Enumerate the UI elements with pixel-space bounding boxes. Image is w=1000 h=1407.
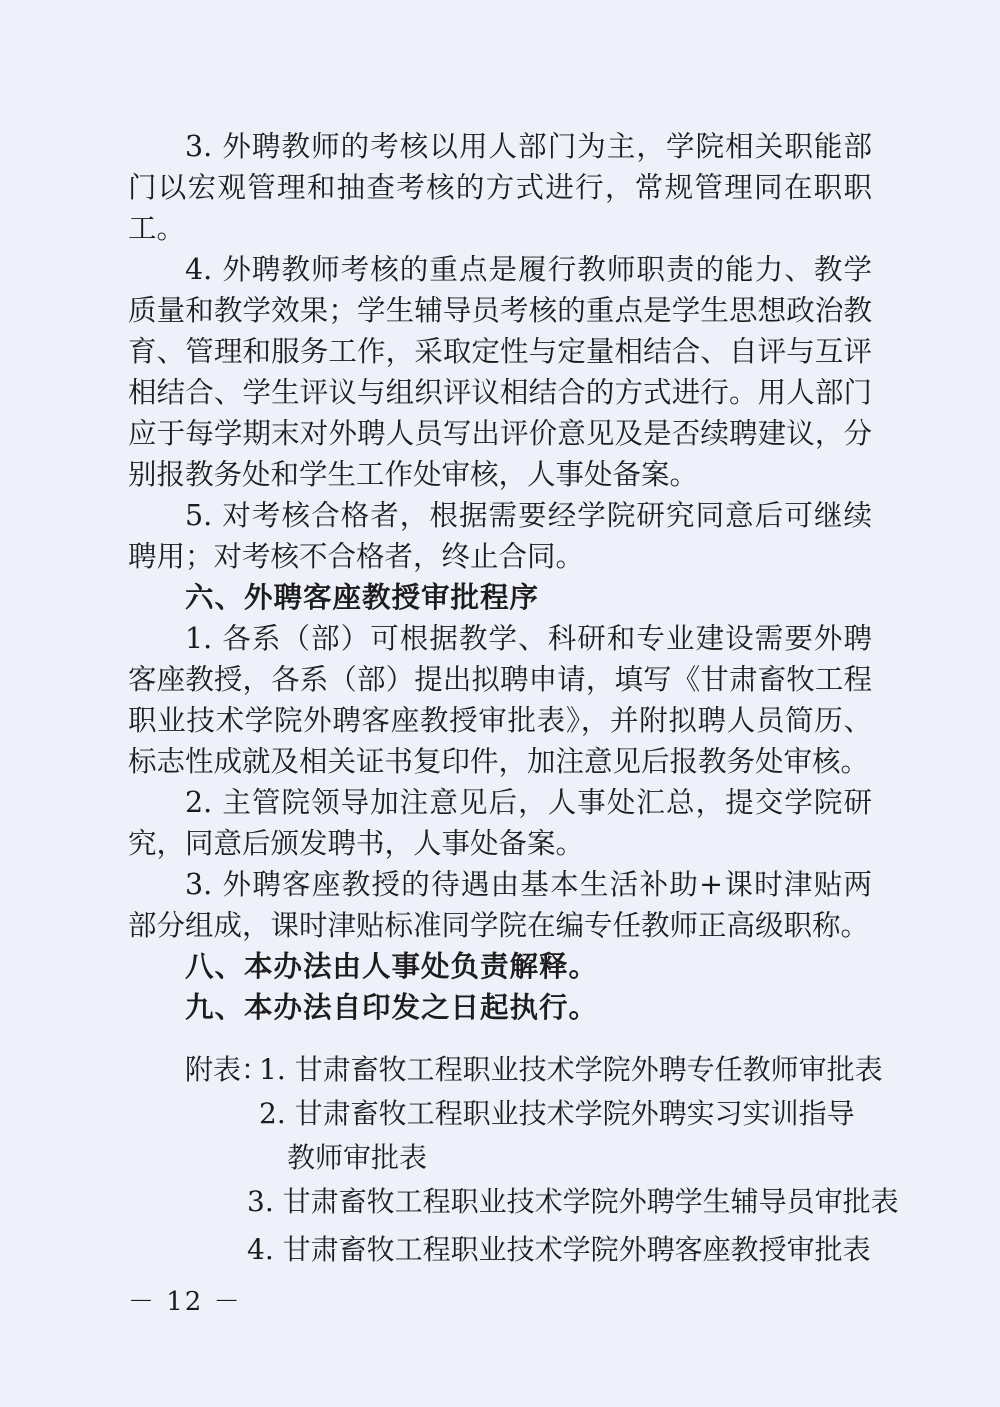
section-heading-6: 六、外聘客座教授审批程序 bbox=[185, 581, 540, 614]
paragraph-procedure-1: 1. 各系（部）可根据教学、科研和专业建设需要外聘客座教授，各系（部）提出拟聘申请，填写《甘肃畜牧工程职业技术学院外聘客座教授审批表》，并附拟聘人员简历、标志性成就及相关证书复印件，加注意见后报教务处审核。 bbox=[128, 622, 872, 778]
attachment-item-4: 4. 甘肃畜牧工程职业技术学院外聘客座教授审批表 bbox=[247, 1233, 871, 1266]
paragraph-procedure-3: 3. 外聘客座教授的待遇由基本生活补助+课时津贴两部分组成，课时津贴标准同学院在编专任教师正高级职称。 bbox=[128, 868, 872, 942]
attachment-list bbox=[185, 1048, 899, 1272]
document-body bbox=[128, 126, 872, 1028]
attachment-item-1 bbox=[185, 1048, 885, 1092]
section-heading-9: 九、本办法自印发之日起执行。 bbox=[185, 991, 599, 1024]
paragraph-procedure-2: 2. 主管院领导加注意见后，人事处汇总，提交学院研究，同意后颁发聘书，人事处备案。 bbox=[128, 786, 872, 860]
attachment-item-2-continued: 教师审批表 bbox=[287, 1141, 428, 1174]
paragraph-assessment-4: 4. 外聘教师考核的重点是履行教师职责的能力、教学质量和教学效果；学生辅导员考核的重点是学生思想政治教育、管理和服务工作，采取定性与定量相结合、自评与互评相结合、学生评议与组织评议相结合的方式进行。用人部门应于每学期末对外聘人员写出评价意见及是否续聘建议，分别报教务处和学生工作处审核，人事处备案。 bbox=[128, 253, 872, 491]
section-heading-8: 八、本办法由人事处负责解释。 bbox=[185, 950, 599, 983]
attachment-item-1-text: 1. 甘肃畜牧工程职业技术学院外聘专任教师审批表 bbox=[259, 1053, 883, 1086]
attachment-item-2: 2. 甘肃畜牧工程职业技术学院外聘实习实训指导 bbox=[259, 1097, 855, 1130]
attachment-label: 附表： bbox=[185, 1053, 270, 1086]
paragraph-assessment-5: 5. 对考核合格者，根据需要经学院研究同意后可继续聘用；对考核不合格者，终止合同。 bbox=[128, 499, 872, 573]
attachment-item-3: 3. 甘肃畜牧工程职业技术学院外聘学生辅导员审批表 bbox=[247, 1185, 899, 1218]
paragraph-assessment-3: 3. 外聘教师的考核以用人部门为主，学院相关职能部门以宏观管理和抽查考核的方式进行，常规管理同在职职工。 bbox=[128, 130, 872, 245]
page-number: － 12 － bbox=[128, 1287, 242, 1317]
